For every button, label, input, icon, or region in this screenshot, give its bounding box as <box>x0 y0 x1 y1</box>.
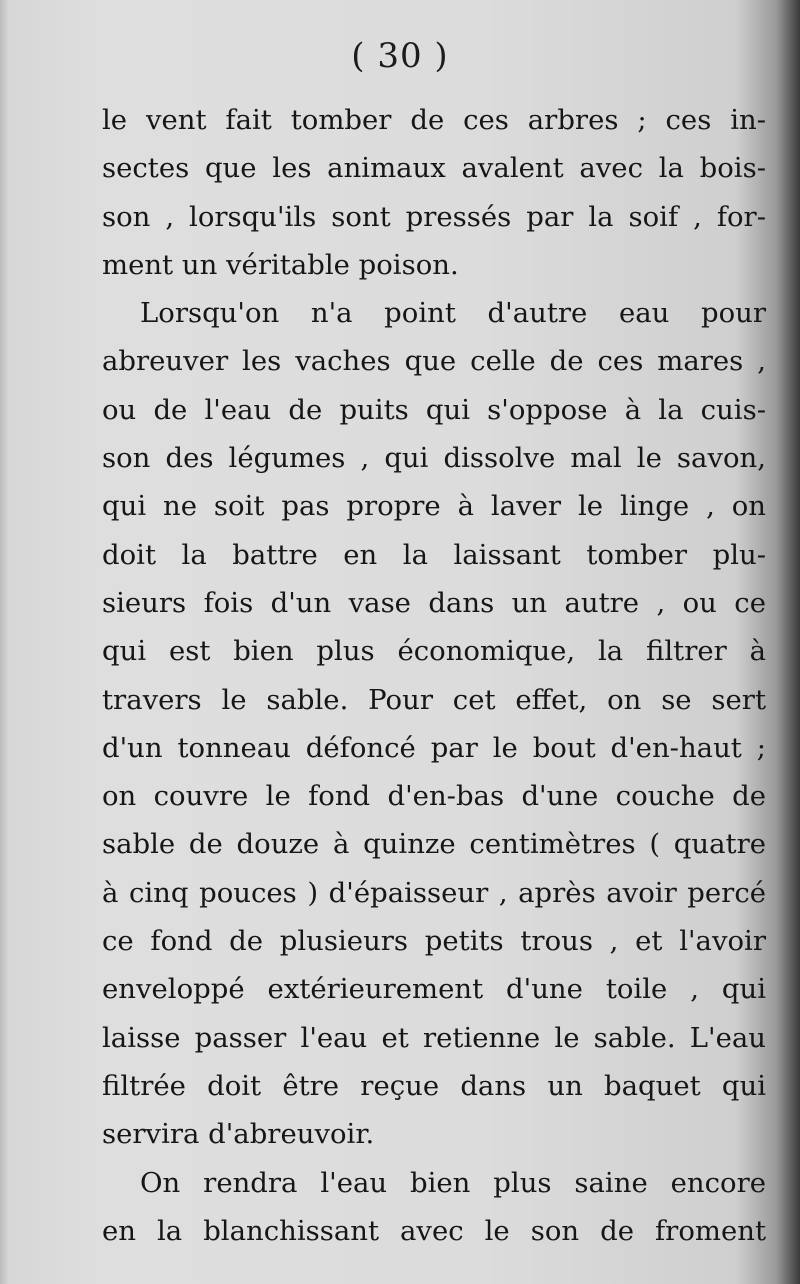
text-line: On rendra l'eau bien plus saine encore <box>140 1166 766 1199</box>
text-line: sieurs fois d'un vase dans un autre , ou ce <box>102 586 766 619</box>
text-line: le vent fait tomber de ces arbres ; ces in- <box>102 104 766 136</box>
text-line: travers le sable. Pour cet effet, on se sert <box>102 683 766 716</box>
text-line: doit la battre en la laissant tomber plu- <box>102 538 766 571</box>
text-line: on couvre le fond d'en-bas d'une couche de <box>102 780 766 813</box>
text-line: sectes que les animaux avalent avec la bois- <box>102 152 766 185</box>
text-line: servira d'abreuvoir. <box>102 1118 375 1151</box>
text-line: en la blanchissant avec le son de froment <box>102 1214 766 1247</box>
text-line: ce fond de plusieurs petits trous , et l'avoir <box>102 925 766 958</box>
page-number: ( 30 ) <box>351 36 449 76</box>
text-line: Lorsqu'on n'a point d'autre eau pour <box>140 297 766 330</box>
text-line: filtrée doit être reçue dans un baquet qui <box>102 1069 766 1102</box>
text-line: abreuver les vaches que celle de ces mares , <box>102 345 766 378</box>
text-line: enveloppé extérieurement d'une toile , qui <box>102 973 766 1006</box>
text-line: ment un véritable poison. <box>102 248 459 281</box>
page-edge-shadow <box>0 0 8 1284</box>
text-line: d'un tonneau défoncé par le bout d'en-haut ; <box>102 731 766 764</box>
text-line: son , lorsqu'ils sont pressés par la soif , for- <box>102 200 766 233</box>
text-line: qui est bien plus économique, la filtrer à <box>102 635 766 668</box>
body-text <box>102 96 766 1255</box>
text-line: à cinq pouces ) d'épaisseur , après avoir percé <box>102 876 766 909</box>
text-line: laisse passer l'eau et retienne le sable. L'eau <box>102 1021 766 1054</box>
text-line: ou de l'eau de puits qui s'oppose à la cuis- <box>102 393 766 426</box>
text-line: son des légumes , qui dissolve mal le savon, <box>102 442 766 475</box>
text-line: sable de douze à quinze centimètres ( quatre <box>102 828 766 861</box>
text-line: qui ne soit pas propre à laver le linge , on <box>102 490 766 523</box>
